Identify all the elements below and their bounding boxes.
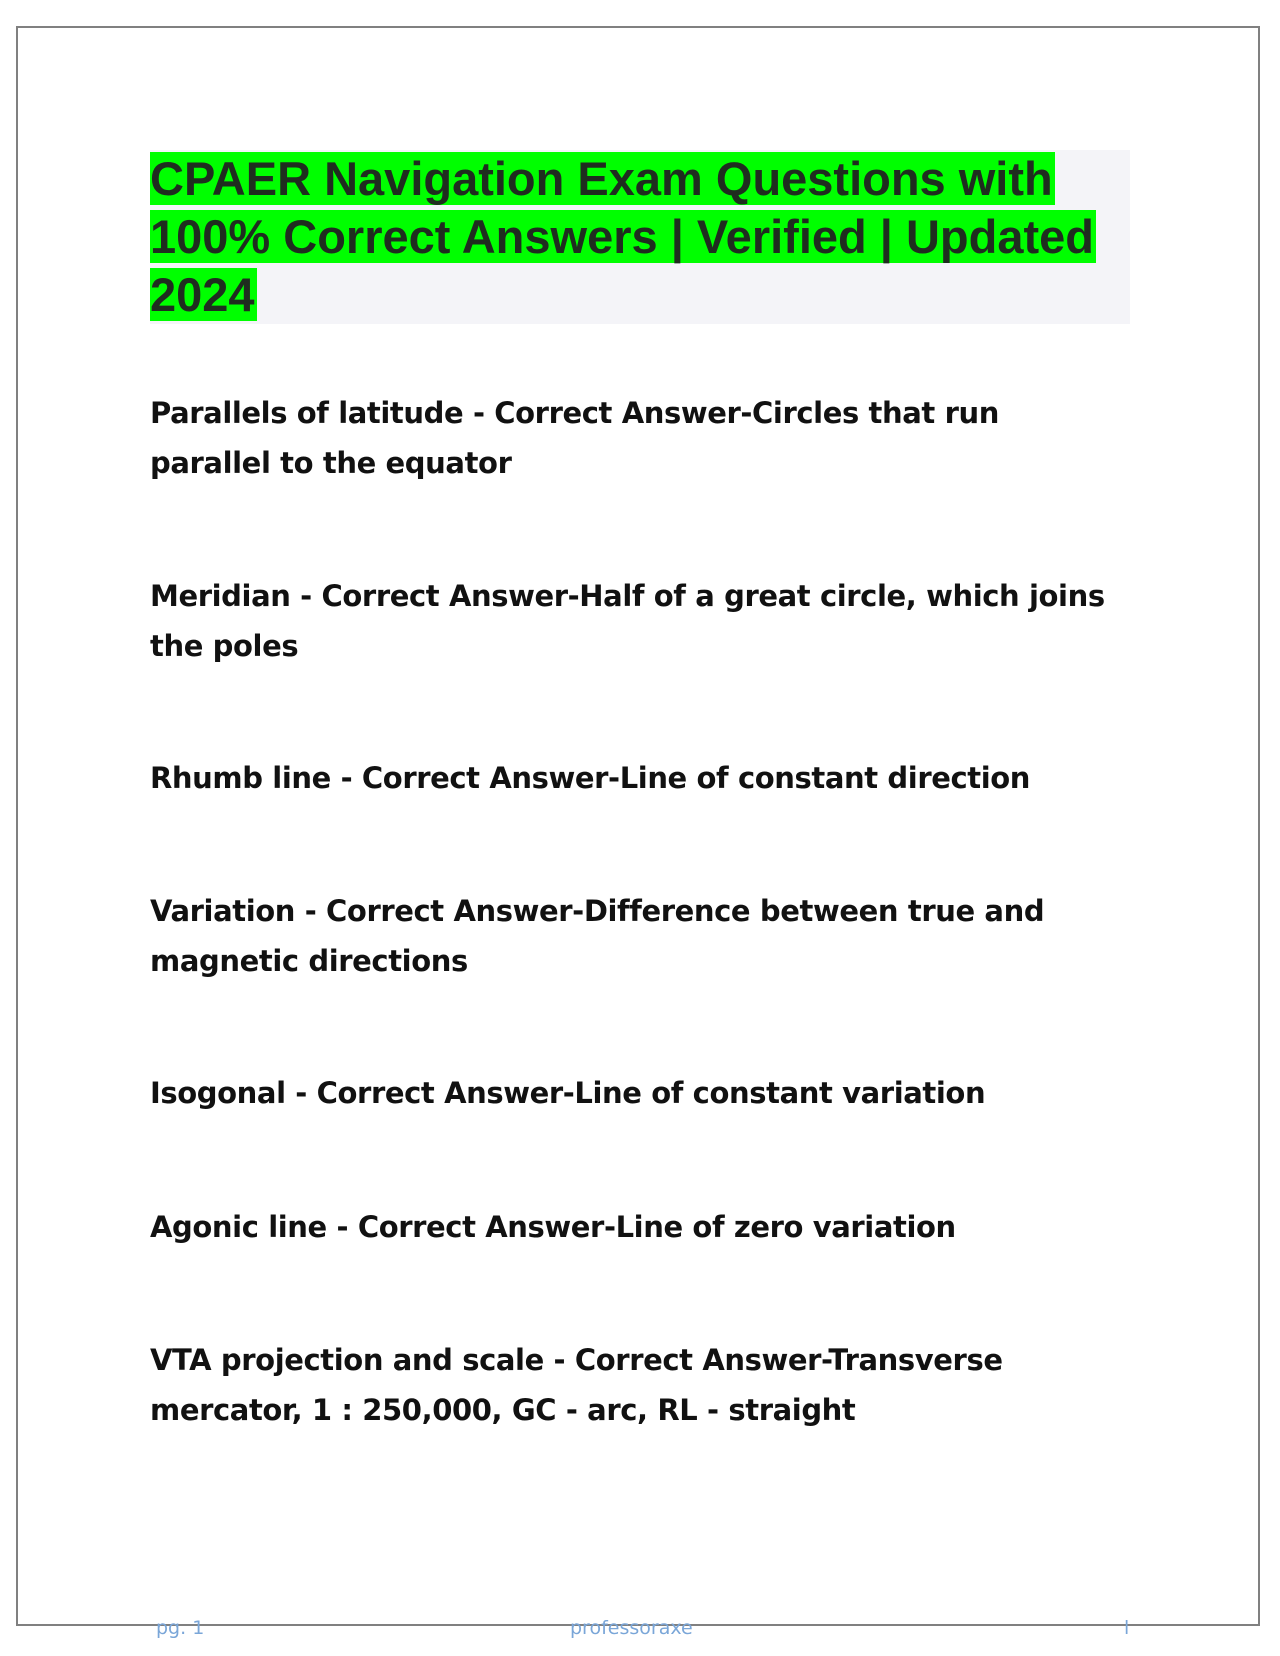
- footer-author: professoraxe: [570, 1617, 693, 1639]
- qa-entry-variation: Variation - Correct Answer-Difference between true and magnetic directions: [150, 894, 1045, 978]
- footer-right-mark: l: [1124, 1617, 1130, 1639]
- qa-entry-agonic-line: Agonic line - Correct Answer-Line of zero variation: [150, 1210, 956, 1244]
- title-highlight: CPAER Navigation Exam Questions with 100% Correct Answers | Verified | Updated 2024: [150, 152, 1094, 321]
- qa-entry-parallels-of-latitude: Parallels of latitude - Correct Answer-Circles that run parallel to the equator: [150, 396, 999, 480]
- qa-entry-rhumb-line: Rhumb line - Correct Answer-Line of constant direction: [150, 761, 1031, 795]
- title-block: [150, 150, 1130, 324]
- qa-entry-isogonal: Isogonal - Correct Answer-Line of constant variation: [150, 1076, 986, 1110]
- document-title: [150, 150, 1130, 324]
- qa-entry-vta-projection: VTA projection and scale - Correct Answer-Transverse mercator, 1 : 250,000, GC - arc, RL - straight: [150, 1343, 1003, 1427]
- qa-entry-meridian: Meridian - Correct Answer-Half of a great circle, which joins the poles: [150, 579, 1105, 663]
- footer-page-number: pg. 1: [156, 1617, 205, 1639]
